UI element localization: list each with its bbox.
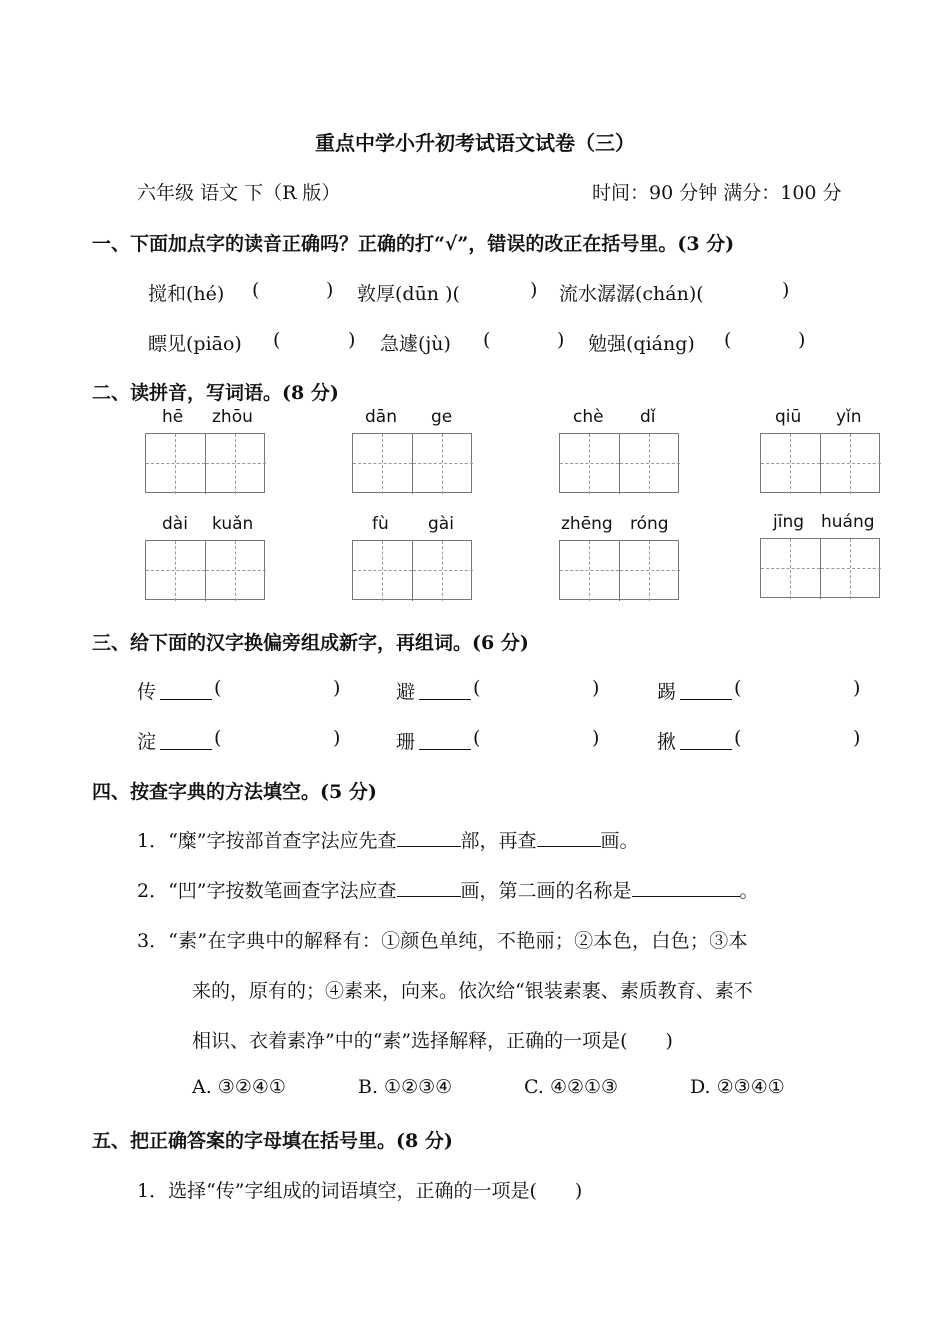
q1-paren-open[interactable]: ( — [483, 329, 491, 351]
pinyin: huáng — [821, 512, 875, 532]
q1-word: 搅和(hé) — [148, 283, 225, 305]
answer-blank[interactable] — [419, 679, 471, 700]
item-text: 部，再查 — [460, 830, 537, 852]
item-text: “素”在字典中的解释有：①颜色单纯，不艳丽；②本色，白色；③本 — [168, 930, 748, 952]
writing-grid[interactable] — [352, 433, 472, 493]
paren-close: ) — [333, 677, 341, 699]
pinyin: dǐ — [640, 407, 656, 427]
pinyin: jīng — [773, 512, 805, 532]
q1-word: 流水潺潺(chán)( — [559, 283, 704, 305]
option-d[interactable]: D. ②③④① — [690, 1076, 785, 1098]
answer-blank[interactable] — [397, 876, 461, 897]
item-text: 。 — [739, 880, 759, 902]
pinyin: qiū — [775, 407, 802, 427]
pinyin: dān — [365, 407, 397, 427]
q1-paren-open[interactable]: ( — [273, 329, 281, 351]
q4-item-2 — [137, 876, 759, 903]
answer-blank[interactable] — [680, 679, 732, 700]
paren-open[interactable]: ( — [734, 677, 742, 699]
pinyin: zhēng — [561, 514, 613, 534]
pinyin: gài — [428, 514, 454, 534]
q3-char: 避 — [396, 681, 416, 703]
answer-blank[interactable] — [397, 826, 461, 847]
q3-heading: 三、给下面的汉字换偏旁组成新字，再组词。(6 分) — [92, 632, 529, 654]
q1-paren-close: ) — [782, 279, 790, 301]
writing-grid[interactable] — [760, 433, 880, 493]
answer-blank[interactable] — [680, 729, 732, 750]
pinyin: yǐn — [836, 407, 862, 427]
q3-char: 淀 — [137, 731, 157, 753]
pinyin: ge — [431, 407, 453, 427]
answer-blank[interactable] — [160, 679, 212, 700]
q1-paren-open[interactable]: ( — [252, 279, 260, 301]
item-number: 3． — [137, 930, 169, 952]
item-text: 画。 — [600, 830, 639, 852]
q3-char: 踢 — [657, 681, 677, 703]
paren-open[interactable]: ( — [473, 677, 481, 699]
paren-close: ) — [853, 727, 861, 749]
pinyin: fù — [372, 514, 389, 534]
q1-paren-close: ) — [530, 279, 538, 301]
answer-blank[interactable] — [632, 876, 740, 897]
writing-grid[interactable] — [145, 540, 265, 600]
writing-grid[interactable] — [559, 433, 679, 493]
option-c[interactable]: C. ④②①③ — [524, 1076, 619, 1098]
q3-char: 珊 — [396, 731, 416, 753]
item-text: “凹”字按数笔画查字法应查 — [168, 880, 397, 902]
page-title: 重点中学小升初考试语文试卷（三） — [315, 131, 635, 155]
q1-word: 急遽(jù) — [380, 333, 451, 355]
q5-item-1: 1．选择“传”字组成的词语填空，正确的一项是( ) — [137, 1180, 583, 1202]
q4-heading: 四、按查字典的方法填空。(5 分) — [92, 781, 377, 803]
writing-grid[interactable] — [145, 433, 265, 493]
q1-word: 瞟见(piāo) — [148, 333, 242, 355]
paren-close: ) — [592, 677, 600, 699]
answer-blank[interactable] — [537, 826, 601, 847]
pinyin: chè — [573, 407, 604, 427]
item-number: 2． — [137, 880, 169, 902]
q1-paren-close: ) — [798, 329, 806, 351]
q1-paren-close: ) — [557, 329, 565, 351]
answer-blank[interactable] — [419, 729, 471, 750]
paren-open[interactable]: ( — [473, 727, 481, 749]
item-text: “糜”字按部首查字法应先查 — [168, 830, 397, 852]
paren-open[interactable]: ( — [214, 727, 222, 749]
pinyin: róng — [630, 514, 669, 534]
q1-paren-open[interactable]: ( — [724, 329, 732, 351]
pinyin: dài — [162, 514, 188, 534]
item-text: 相识、衣着素净”中的“素”选择解释，正确的一项是( ) — [192, 1030, 673, 1052]
item-number: 1． — [137, 830, 169, 852]
item-text: 来的，原有的；④素来，向来。依次给“银装素裹、素质教育、素不 — [192, 980, 753, 1002]
q3-char: 传 — [137, 681, 157, 703]
paren-close: ) — [333, 727, 341, 749]
paren-close: ) — [592, 727, 600, 749]
q4-item-3 — [137, 926, 748, 953]
option-a[interactable]: A. ③②④① — [192, 1076, 286, 1098]
pinyin: kuǎn — [212, 514, 254, 534]
item-text: 画，第二画的名称是 — [460, 880, 632, 902]
q3-char: 揪 — [657, 731, 677, 753]
option-b[interactable]: B. ①②③④ — [358, 1076, 453, 1098]
pinyin: zhōu — [212, 407, 253, 427]
q1-paren-close: ) — [326, 279, 334, 301]
q2-heading: 二、读拼音，写词语。(8 分) — [92, 382, 339, 404]
paren-open[interactable]: ( — [214, 677, 222, 699]
pinyin: hē — [162, 407, 184, 427]
writing-grid[interactable] — [352, 540, 472, 600]
writing-grid[interactable] — [559, 540, 679, 600]
grade-subject: 六年级 语文 下（R 版） — [137, 182, 341, 204]
time-score: 时间：90 分钟 满分：100 分 — [592, 182, 842, 204]
q1-word: 敦厚(dūn )( — [357, 283, 460, 305]
q1-word: 勉强(qiáng) — [588, 333, 695, 355]
paren-close: ) — [853, 677, 861, 699]
paren-open[interactable]: ( — [734, 727, 742, 749]
q5-heading: 五、把正确答案的字母填在括号里。(8 分) — [92, 1130, 453, 1152]
writing-grid[interactable] — [760, 538, 880, 598]
answer-blank[interactable] — [160, 729, 212, 750]
q1-paren-close: ) — [348, 329, 356, 351]
q1-heading: 一、下面加点字的读音正确吗？正确的打“√”，错误的改正在括号里。(3 分) — [92, 233, 735, 255]
q4-item-1 — [137, 826, 639, 853]
